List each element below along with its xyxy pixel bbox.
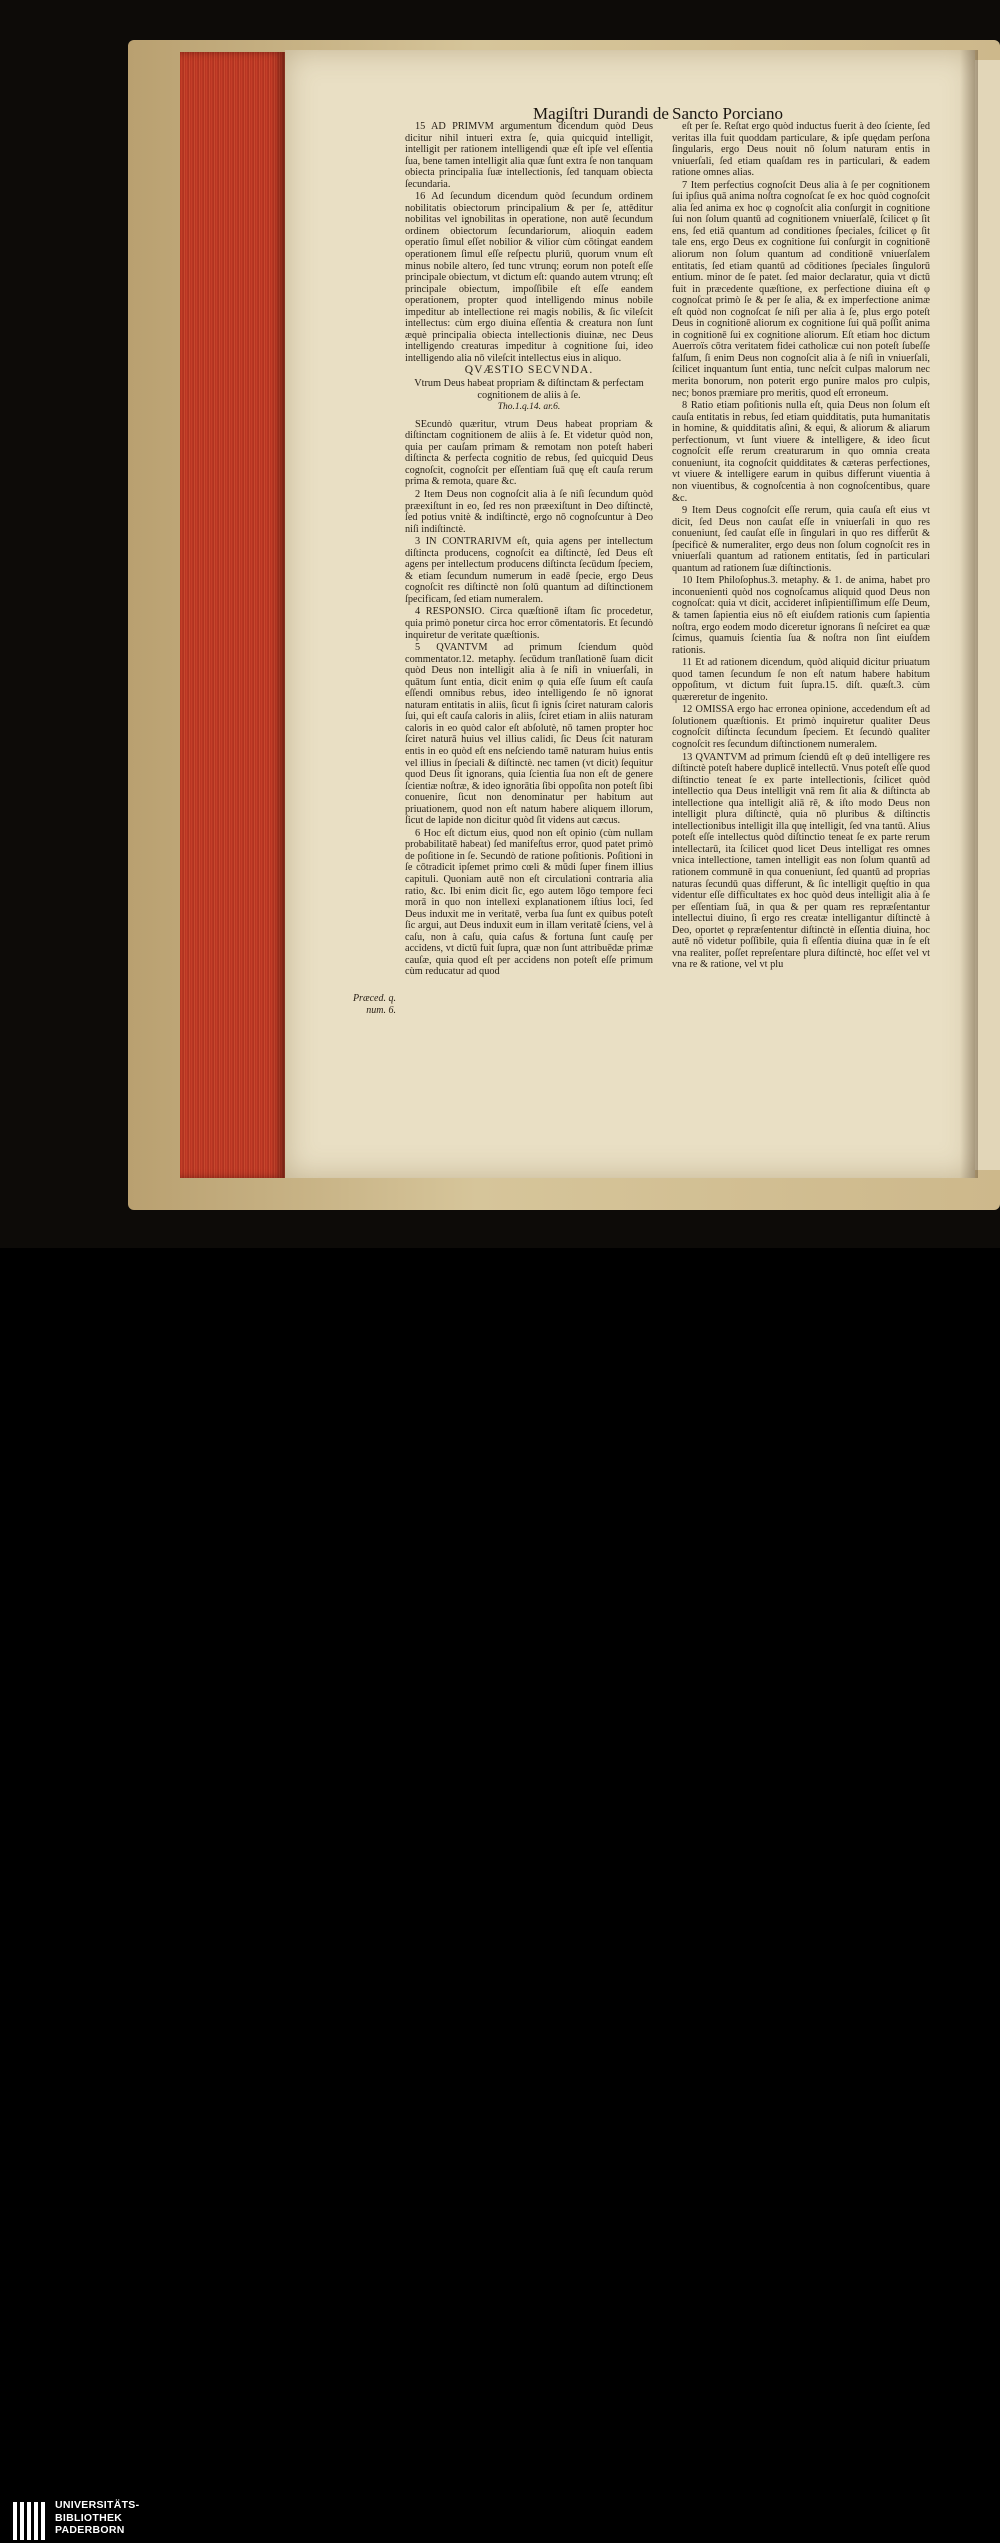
paragraph: 4 RESPONSIO. Circa quæſtionē iſtam ſic procedetur, quia primò ponetur circa hoc error cōmentatoris. Et ſecundò inquiretur de veritate quæſtionis. [405,606,653,641]
facing-page-edge [975,60,1000,1170]
paragraph: 10 Item Philoſophus.3. metaphy. & 1. de anima, habet pro inconuenienti quòd nos cognoſcamus aliquid quod Deus non cognoſcat: quia vt dicit, accideret inſipientiſſimum eſſe Deum, & tamen ſapientia eius nō eſt eiuſdem rationis cum ſapientia noſtra, ergo eodem modo diceretur ignorans ſi neſciret ea quæ ſcimus, quamuis ſcientia ſua & noſtra non ſint eiuſdem rationis. [672,575,930,656]
paragraph: 3 IN CONTRARIVM eſt, quia agens per intellectum diſtincta producens, cognoſcit ea diſtinctè, ſed Deus eſt agens per intellectum producens diſtincta ſecūdum ſpeciem, & etiam ſecundum numerum in eadē ſpecie, ergo Deus cognoſcit res diſtinctè non ſolū quantum ad diſtinctionem ſpecificam, ſed etiam numeralem. [405,536,653,605]
paragraph: 2 Item Deus non cognoſcit alia à ſe niſi ſecundum quòd præexiſtunt in eo, ſed res non præexiſtunt in Deo diſtinctè, ſed potius vnitè & indiſtinctè, ergo nō cognoſcuntur à Deo niſi indiſtinctè. [405,488,653,535]
text-column-left [405,121,653,979]
paragraph: 12 OMISSA ergo hac erronea opinione, accedendum eſt ad ſolutionem quæſtionis. Et primò inquiretur qualiter Deus cognoſcit diſtincta ſecundum ſpeciem. Et ſecundò qualiter cognoſcit res ſecundum diſtinctionem numeralem. [672,704,930,750]
marginal-note: Præced. q. num. 6. [352,993,396,1016]
library-logo-icon [11,2499,47,2543]
paragraph: SEcundò quæritur, vtrum Deus habeat propriam & diſtinctam cognitionem de aliis à ſe. Et videtur quòd non, quia per cauſam primam & remotam non poteſt haberi diſtincta & perfecta cognitio de rebus, ſed quicquid Deus cognoſcit, cognoſcit per eſſentiam ſuā quę eſt cauſa rerum prima & remota, quare &c. [405,418,653,488]
question-title: QVÆSTIO SECVNDA. [464,364,594,377]
paragraph: 11 Et ad rationem dicendum, quòd aliquid dicitur priuatum quod tamen ſecundum ſe non eſt natum habere habitum oppoſitum, vt dictum fuit ſupra.15. diſt. quæſt.3. cùm quæreretur de ingenito. [672,657,930,703]
library-name-line: PADERBORN [55,2524,125,2536]
paragraph: 8 Ratio etiam poſitionis nulla eſt, quia Deus non ſolum eſt cauſa entitatis in rebus, ſed etiam quidditatis, puta humanitatis in homine, & quidditatis aſini, & equi, & aliorum & aliarum perfectionum, vt ſunt viuere & intelligere, & ideo ſicut cognoſcit eſſe rerum creaturarum in quo omnia creata conueniunt, ita cognoſcit quidditates & cæteras perfectiones, vt viuere & intelligere earum in quibus differunt viuentia à non viuentibus, & cognoſcentia à non cognoſcentibus, quare &c. [672,400,930,504]
paragraph: 7 Item perfectius cognoſcit Deus alia à ſe per cognitionem ſui ipſius quā anima noſtra cognoſcat ſe ex hoc quòd cognoſcit alia ſed anima ex hoc φ cognoſcit alia conſurgit in cognitione ſui non ſolum quantū ad cognitionem vniuerſalē, ſcilicet φ ſit ens, ſed etiā quantum ad conditiones ſpeciales, ſcilicet φ ſit tale ens, ergo Deus ex cognitione ſui conſurgit in cognitionē aliorum non ſolum quantum ad conditionē vniuerſalem entitatis, ſed etiam quantū ad cōditiones ſpeciales ſingulorū entium. minor de ſe patet. ſed maior declaratur, quia vt dictū fuit in præcedente quæſtione, ex perfectione diuina eſt φ cognoſcat primò ſe & per ſe alia, & ex imperfectione animæ eſt quòd non cognoſcat ſe niſi per alia à ſe, plus ergo poteſt Deus in cognitionē aliorum ex cognitione ſui quā poſſit anima in cognitionē ſui ex cognitione aliorum. Eſt etiam hoc dictum Auerroïs cōtra veritatem fidei catholicæ cui non poteſt ſubeſſe falſum, ſi enim Deus non cognoſcit alia à ſe niſi in vniuerſali, ſcilicet inquantum ſunt entia, tunc neſcit culpas malorum nec merita bonorum, non poterit ergo punire malos pro culpis, nec; bonos præmiare pro meritis, quod eſt erroneum. [672,179,930,399]
footer-bar [0,1248,1000,2536]
paragraph: eſt per ſe. Reſtat ergo quòd inductus fuerit à deo ſciente, ſed veritas illa fuit quoddam particulare, & ipſe quędam perſona ſingularis, ergo Deus nouit nō ſolum naturam entis in vniuerſali, ſed etiam quaſdam res in particulari, & eadem ratione omnes alias. [672,121,930,179]
running-header-left: Magiſtri Durandi de [533,104,669,123]
question-subtitle: Vtrum Deus habeat propriam & diſtinctam & perfectam cognitionem de aliis à ſe. [414,378,644,401]
paragraph: 13 QVANTVM ad primum ſciendū eſt φ deū intelligere res diſtinctè poteſt habere duplicē intellectū. Vnus poteſt eſſe quod diſtinctio teneat ſe ex parte intellectionis, ſcilicet quòd intellectio qua Deus intelligit vnā rem ſit alia & diſtincta ab intellectione qua intelligit aliā rē, & iſto modo Deus non intelligit plura diſtinctè, quia nō pluribus & diſtinctis intellectionibus intelligit illa quę intelligit, ſed vna tantū. Alius poteſt eſſe intellectus quòd diſtinctio teneat ſe ex parte rerum intellectarū, ita ſcilicet quod licet Deus intelligat res omnes vnica intellectione, tamen intelligit eas non ſolum quantū ad rationem communē in qua conueniunt, ſed quantū ad proprias naturas ſecundū quas differunt, & ſic intelligit quęſtio in qua videntur eſſe difficultates ex hoc quòd deus intelligit alia à ſe per eſſentiam ſuā, in qua & per quam res repræſentantur intellectui diuino, ſi ergo res creatæ intelligantur diſtinctè à Deo, oportet φ repræſententur diſtinctè in eſſentia diuina, hoc autē nō videtur poſſibile, quia ſi eſſentia diuina quæ in ſe eſt vna realiter, poſſet repreſentare plura diſtinctè, hoc eſſet vel vt vna re & ratione, vel vt plu [672,751,930,971]
paragraph: 16 Ad ſecundum dicendum quòd ſecundum ordinem nobilitatis obiectorum principalium & per ſe, attēditur nobilitas vel ignobilitas in operatione, non autē ſecundum ordinem obiectorum ſecundariorum, alioquin eadem operatio ſimul eſſet nobilior & vilior cùm cōtingat eandem operationem ſimul eſſe reſpectu pluriū, quorum vnum eſt minus nobile altero, ſed tunc vtrunq; eorum non poteſt eſſe principale obiectum, vt dictum eſt: quando autem vtrunq; eſt principale obiectum, impoſſibile eſt eſſe eandem operationem, propter quod intelligendo minus nobile impeditur ab intellectione rei magis nobilis, & ſic vileſcit intellectus: cùm ergo diuina eſſentia & creatura non ſunt æquè principalia obiecta intellectionis diuinæ, nec Deus intelligendo creaturas impeditur à cognitione ſui, ideo intelligendo alia nō vileſcit intellectus eius in aliquo. [405,191,653,364]
paragraph: 5 QVANTVM ad primum ſciendum quòd commentator.12. metaphy. ſecūdum tranſlationē ſuam dicit quòd Deus non intelligit alia à ſe niſi in vniuerſali, in quātum ſunt entia, dicit enim φ quia eſſe ſuum eſt cauſa eſſendi omnibus rebus, ideo intelligendo ſe nō ignorat naturam entitatis in aliis, ſicut ſi ignis ſciret naturam caloris ſui, qui eſt cauſa caloris in aliis, ſciret etiam in aliis naturam caloris in eo quòd calor eſt abſolutè, nō tamen propter hoc ſciret naturā huius vel illius calidi, ſic Deus ſcit naturam entis in eo quòd eſt ens neſciendo tamē naturam huius entis vel illius in ſpeciali & diſtinctè. nec tamen (vt dicit) ſequitur quod Deus ſit ignorans, quia ſcientia ſua non eſt de genere ſcientiæ noſtræ, & ideo ignorātia ſibi oppoſita non poteſt ſibi conuenire, ſicut non denominatur per habitum aut priuationem, quod non eſt natum habere aliquem illorum, ſicut de lapide non dicitur quòd ſit videns aut cæcus. [405,642,653,827]
paragraph: 6 Hoc eſt dictum eius, quod non eſt opinio (cùm nullam probabilitatē habeat) ſed manifeſtus error, quod patet primò de poſitione in ſe. Secundò de ratione poſitionis. Poſitioni in ſe cōtradicit ipſemet primo cœli & mūdi ſuper finem illius capituli. Quoniam autē non eſt circulationi contraria alia ratio, &c. Ibi enim dicit ſic, ego autem lōgo tempore feci morā in quo non intellexi explanationem iſtius loci, ſed Deus induxit me in veritatē, verba ſua ſunt ex quibus poteſt ſic argui, aut Deus induxit eum in illam veritatē ſciens, vel à caſu, non à caſu, quia caſus & fortuna ſunt cauſę per accidens, vt dictū fuit ſupra, quæ non ſunt attribuēdæ primæ cauſæ, quia quod eſt per accidens non poteſt eſſe primum cùm reducatur ad quod [405,827,653,978]
paragraph: 15 AD PRIMVM argumentum dicendum quòd Deus dicitur nihil intueri extra ſe, quia quicquid intelligit, intelligit per rationem intelligendi quæ eſt ipſe vel eſſentia ſua, bene tamen intelligit alia quæ ſunt extra ſe non tanquam obiecta principalia ſuæ intellectionis, ſed tanquam obiecta ſecundaria. [405,121,653,190]
paragraph: 9 Item Deus cognoſcit eſſe rerum, quia cauſa eſt eius vt dicit, ſed Deus non cauſat eſſe in vniuerſali in quo res conueniunt, ſed cauſat eſſe in ſingulari in quo res differūt & ſpecificè & numeraliter, ergo deus non ſolum cognoſcit res in vniuerſali quantum ad rationem entitatis, ſed in particulari quantum ad rationem ſuæ diſtinctionis. [672,505,930,574]
gutter-shadow [960,50,978,1178]
question-reference: Tho.1.q.14. ar.6. [497,402,561,413]
running-header-right: Sancto Porciano [672,104,783,123]
library-name [55,2499,139,2537]
library-name-line: UNIVERSITÄTS- [55,2499,140,2511]
red-page-edge [180,52,285,1178]
text-column-right [672,121,930,972]
library-name-line: BIBLIOTHEK [55,2511,123,2524]
book-scan [0,0,1000,1248]
